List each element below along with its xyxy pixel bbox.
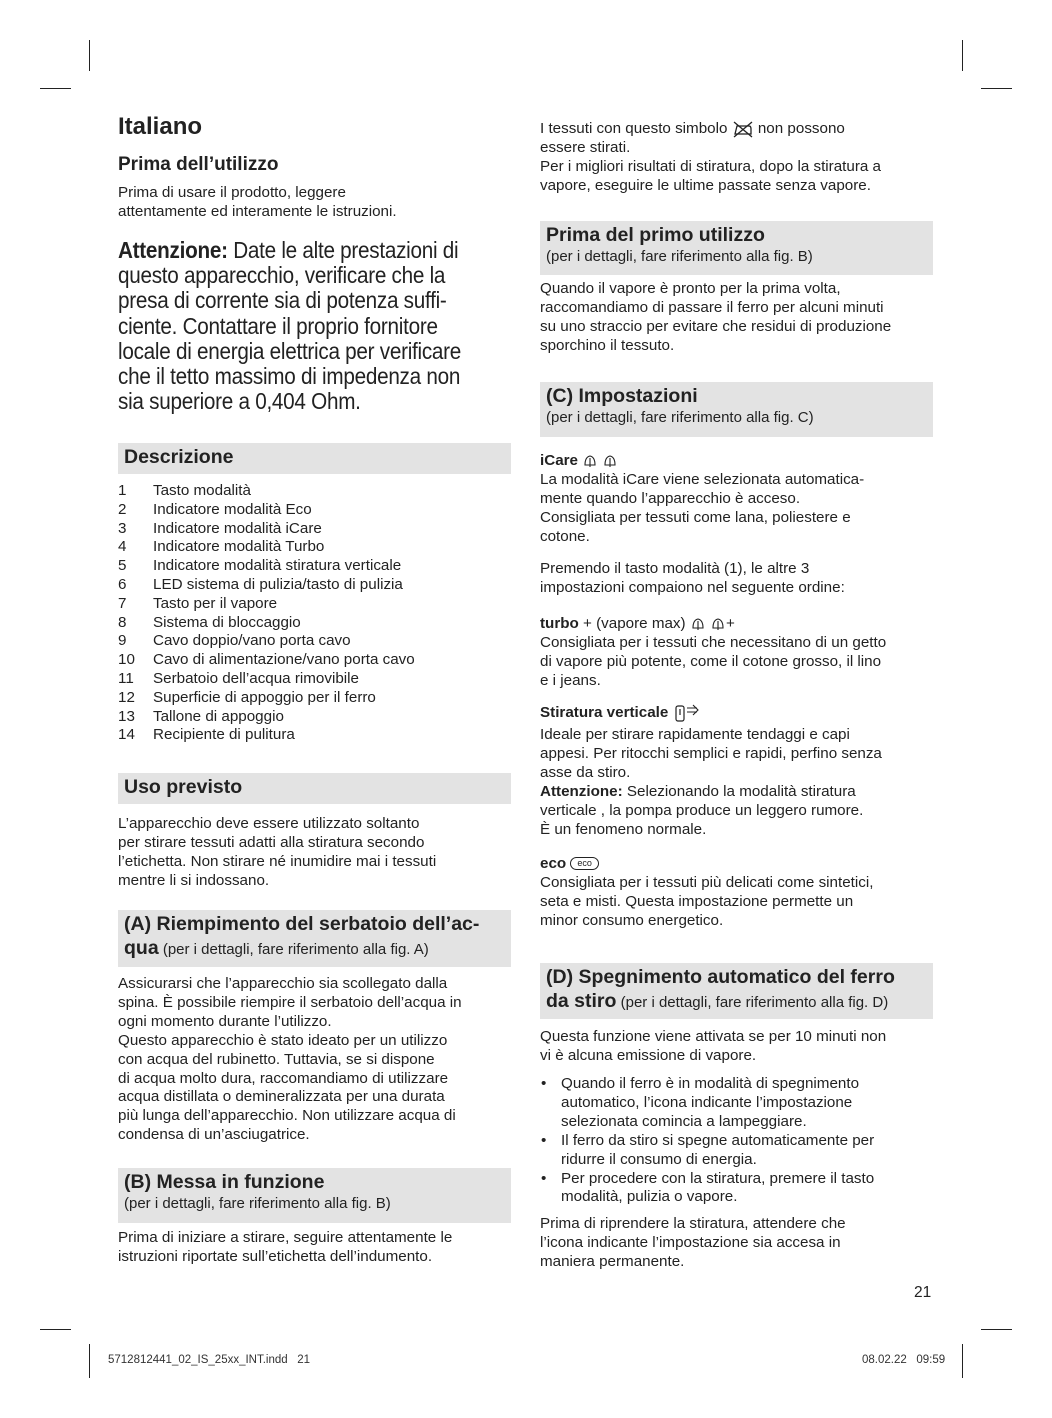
crop-mark bbox=[89, 1344, 90, 1378]
list-item: 9 Cavo doppio/vano porta cavo bbox=[118, 632, 351, 650]
intended-use-text: L’apparecchio deve essere utilizzato soltanto per stirare tessuti adatti alla stiratura secondo l’etichetta. Non stirare né inumidire mai i tessuti mentre li si indossano. bbox=[118, 815, 437, 889]
list-item: • Il ferro da stiro si spegne automaticamente per ridurre il consumo di energia. bbox=[540, 1132, 933, 1170]
description-header: Descrizione bbox=[118, 443, 511, 474]
crop-mark bbox=[962, 40, 963, 71]
list-item: 2 Indicatore modalità Eco bbox=[118, 500, 312, 518]
section-d-bullets bbox=[540, 1075, 933, 1207]
before-use-text: Prima di usare il prodotto, leggere attentamente ed interamente le istruzioni. bbox=[118, 184, 397, 220]
section-a-text: Assicurarsi che l’apparecchio sia scollegato dalla spina. È possibile riempire il serbatoio dell’acqua in ogni momento durante l’utilizzo. Questo apparecchio è stato ideato per un utilizzo con acqua del rubinetto. Tuttavia, se si dispone di acqua molto dura, raccomandiamo di utilizzare acqua distillata o demineralizzata per una durata più lunga dell’apparecchio. Non utilizzare acqua di condensa di un’asciugatrice. bbox=[118, 975, 462, 1144]
steam-icon bbox=[710, 616, 726, 632]
before-use-heading: Prima dell’utilizzo bbox=[118, 154, 279, 175]
intended-use-header: Uso previsto bbox=[118, 773, 511, 804]
list-item: • Quando il ferro è in modalità di spegnimento automatico, l’icona indicante l’impostazione selezionata comincia a lampeggiare. bbox=[540, 1075, 933, 1132]
crop-mark bbox=[962, 1344, 963, 1378]
eco-block: eco eco Consigliata per i tessuti più delicati come sintetici, seta e misti. Questa impostazione permette un minor consumo energetico. bbox=[540, 855, 874, 929]
section-b-header: (B) Messa in funzione (per i dettagli, fare riferimento alla fig. B) bbox=[118, 1168, 511, 1223]
section-d-closing: Prima di riprendere la stiratura, attendere che l’icona indicante l’impostazione sia accesa in maniera permanente. bbox=[540, 1215, 846, 1270]
section-a-header: (A) Riempimento del serbatoio dell’ac- qua (per i dettagli, fare riferimento alla fig. A) bbox=[118, 910, 511, 967]
language-heading: Italiano bbox=[118, 113, 203, 140]
footer-file-name: 5712812441_02_IS_25xx_INT.indd 21 bbox=[108, 1354, 311, 1366]
vertical-steam-icon bbox=[673, 702, 701, 724]
section-d-header: (D) Spegnimento automatico del ferro da stiro (per i dettagli, fare riferimento alla fig. D) bbox=[540, 963, 933, 1019]
list-item: 10 Cavo di alimentazione/vano porta cavo bbox=[118, 651, 415, 669]
list-item: 4 Indicatore modalità Turbo bbox=[118, 538, 325, 556]
no-ironing-icon bbox=[732, 120, 754, 138]
eco-icon: eco bbox=[570, 857, 599, 870]
crop-mark bbox=[40, 1329, 71, 1330]
crop-mark bbox=[40, 88, 71, 89]
section-d-text: Questa funzione viene attivata se per 10 minuti non vi è alcuna emissione di vapore. bbox=[540, 1028, 887, 1064]
first-use-text: Quando il vapore è pronto per la prima volta, raccomandiamo di passare il ferro per alcuni minuti su uno straccio per evitare che residui di produzione sporchino il tessuto. bbox=[540, 280, 892, 354]
pressing-text: Premendo il tasto modalità (1), le altre 3 impostazioni compaiono nel seguente ordine: bbox=[540, 560, 845, 596]
crop-mark bbox=[981, 88, 1012, 89]
parts-list bbox=[118, 482, 415, 745]
list-item: 6 LED sistema di pulizia/tasto di pulizia bbox=[118, 575, 403, 593]
list-item: 1 Tasto modalità bbox=[118, 482, 251, 499]
warning-paragraph: Attenzione: Date le alte prestazioni di questo apparecchio, verificare che la presa di corrente sia di potenza suffi- ciente. Contattare il proprio fornitore locale di energia elettrica per verificare che il tetto massimo di impedenza non sia superiore a 0,404 Ohm. bbox=[118, 237, 462, 415]
list-item: 7 Tasto per il vapore bbox=[118, 594, 278, 612]
steam-icon bbox=[690, 616, 706, 632]
icare-block: iCare La modalità iCare viene selezionata automatica- mente quando l’apparecchio è acceso. Consigliata per tessuti come lana, poliestere e cotone. bbox=[540, 452, 865, 545]
section-c-header: (C) Impostazioni (per i dettagli, fare riferimento alla fig. C) bbox=[540, 382, 933, 437]
list-item: 3 Indicatore modalità iCare bbox=[118, 519, 322, 537]
page-number: 21 bbox=[914, 1284, 932, 1301]
list-item: 8 Sistema di bloccaggio bbox=[118, 613, 301, 631]
turbo-block: turbo + (vapore max) + Consigliata per i tessuti che necessitano di un getto di vapore più potente, come il cotone grosso, il lino e i jeans. bbox=[540, 615, 887, 689]
list-item: 5 Indicatore modalità stiratura verticale bbox=[118, 557, 402, 575]
crop-mark bbox=[89, 40, 90, 71]
steam-icon bbox=[602, 453, 618, 469]
list-item: 11 Serbatoio dell’acqua rimovibile bbox=[118, 669, 359, 687]
no-iron-text: I tessuti con questo simbolo non possono essere stirati. Per i migliori risultati di stiratura, dopo la stiratura a vapore, eseguire le ultime passate senza vapore. bbox=[540, 120, 882, 194]
crop-mark bbox=[981, 1329, 1012, 1330]
list-item: 12 Superficie di appoggio per il ferro bbox=[118, 688, 376, 706]
list-item: 13 Tallone di appoggio bbox=[118, 707, 284, 725]
first-use-header: Prima del primo utilizzo (per i dettagli, fare riferimento alla fig. B) bbox=[540, 221, 933, 275]
steam-icon bbox=[582, 453, 598, 469]
list-item: 14 Recipiente di pulitura bbox=[118, 726, 295, 744]
section-b-text: Prima di iniziare a stirare, seguire attentamente le istruzioni riportate sull’etichetta dell’indumento. bbox=[118, 1229, 453, 1265]
footer-date: 08.02.22 09:59 bbox=[862, 1354, 946, 1366]
vertical-block: Stiratura verticale Ideale per stirare rapidamente tendaggi e capi appesi. Per ritocchi semplici e rapidi, perfino senza asse da stiro. Attenzione: Selezionando la modalità stiratura verticale , la pompa produce un leggero rumore. È un fenomeno normale. bbox=[540, 700, 933, 839]
list-item: • Per procedere con la stiratura, premere il tasto modalità, pulizia o vapore. bbox=[540, 1170, 933, 1208]
